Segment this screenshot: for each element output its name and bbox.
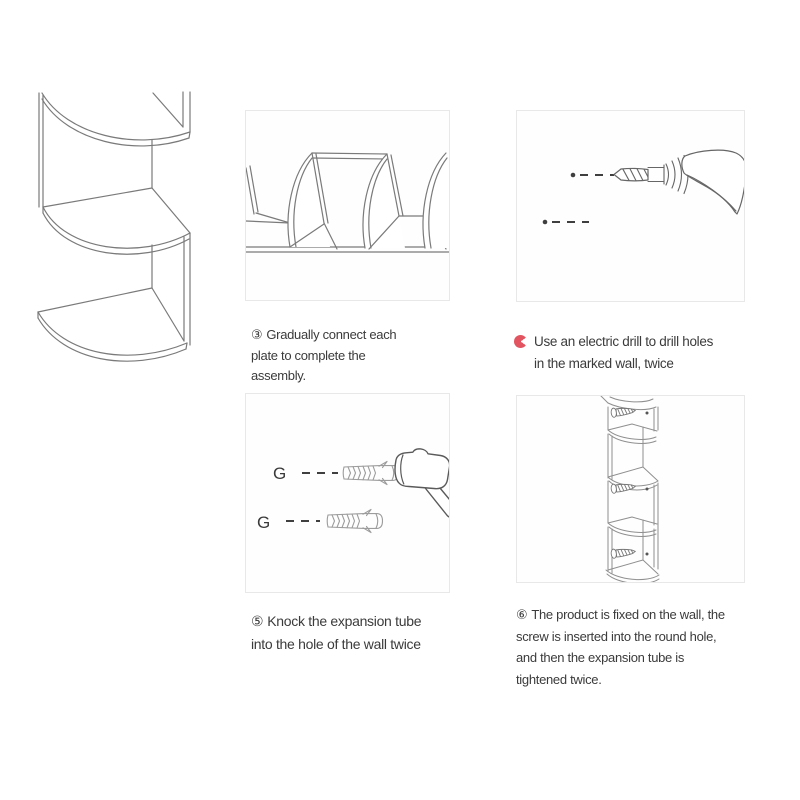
shelf-tier-top	[39, 92, 190, 207]
expansion-tube-1	[343, 462, 398, 485]
step5-number: ⑤	[251, 613, 264, 629]
shelf-tier-bottom	[38, 237, 190, 361]
caption-line: tightened twice.	[516, 672, 602, 688]
caption-line: into the hole of the wall twice	[251, 635, 421, 652]
step4-illustration-panel	[516, 110, 745, 302]
step6-caption	[516, 604, 756, 691]
step5-illustration-panel	[245, 393, 450, 593]
hammer	[395, 449, 449, 518]
drill-bit	[614, 168, 648, 180]
screw-3	[611, 547, 636, 559]
step5-caption	[251, 610, 466, 655]
screw-hole-2	[646, 488, 649, 491]
caption-line: plate to complete the	[251, 347, 366, 363]
step6-number: ⑥	[516, 607, 528, 622]
caption-line: ⑥ The product is fixed on the wall, the	[516, 607, 725, 622]
shelf-tier-middle	[43, 188, 190, 254]
screw-2	[611, 482, 636, 494]
connect-plates-drawing	[246, 111, 449, 300]
caption-line: ⑤ Knock the expansion tube	[251, 613, 422, 629]
caption-line: assembly.	[251, 368, 306, 383]
caption-line: ③ Gradually connect each	[251, 327, 397, 342]
drill-body	[682, 150, 744, 214]
drill-mark-dot-2	[543, 220, 548, 225]
expansion-tube-2	[327, 510, 382, 533]
screw-hole-3	[646, 553, 649, 556]
screw-hole-1	[646, 412, 649, 415]
anchor-label-1: G	[273, 464, 287, 483]
plate-1	[288, 153, 337, 249]
drill-mark-dot-1	[571, 173, 576, 178]
caption-line: Use an electric drill to drill holes	[514, 331, 758, 353]
anchor-label-2: G	[257, 513, 271, 532]
step3-number: ③	[251, 327, 263, 342]
step6-illustration-panel	[516, 395, 745, 583]
step3-caption	[251, 325, 441, 387]
caption-line: and then the expansion tube is	[516, 650, 685, 666]
step3-illustration-panel	[245, 110, 450, 301]
step4-badge-icon	[514, 335, 527, 348]
corner-shelf-preview-drawing	[15, 55, 220, 365]
caption-line: screw is inserted into the round hole,	[516, 628, 717, 644]
expansion-tube-drawing	[246, 394, 449, 592]
step4-caption	[514, 331, 758, 375]
wall-shelf-drawing	[517, 396, 744, 582]
caption-line: in the marked wall, twice	[534, 356, 674, 371]
drill-drawing	[517, 111, 744, 301]
plate-3	[423, 153, 449, 248]
